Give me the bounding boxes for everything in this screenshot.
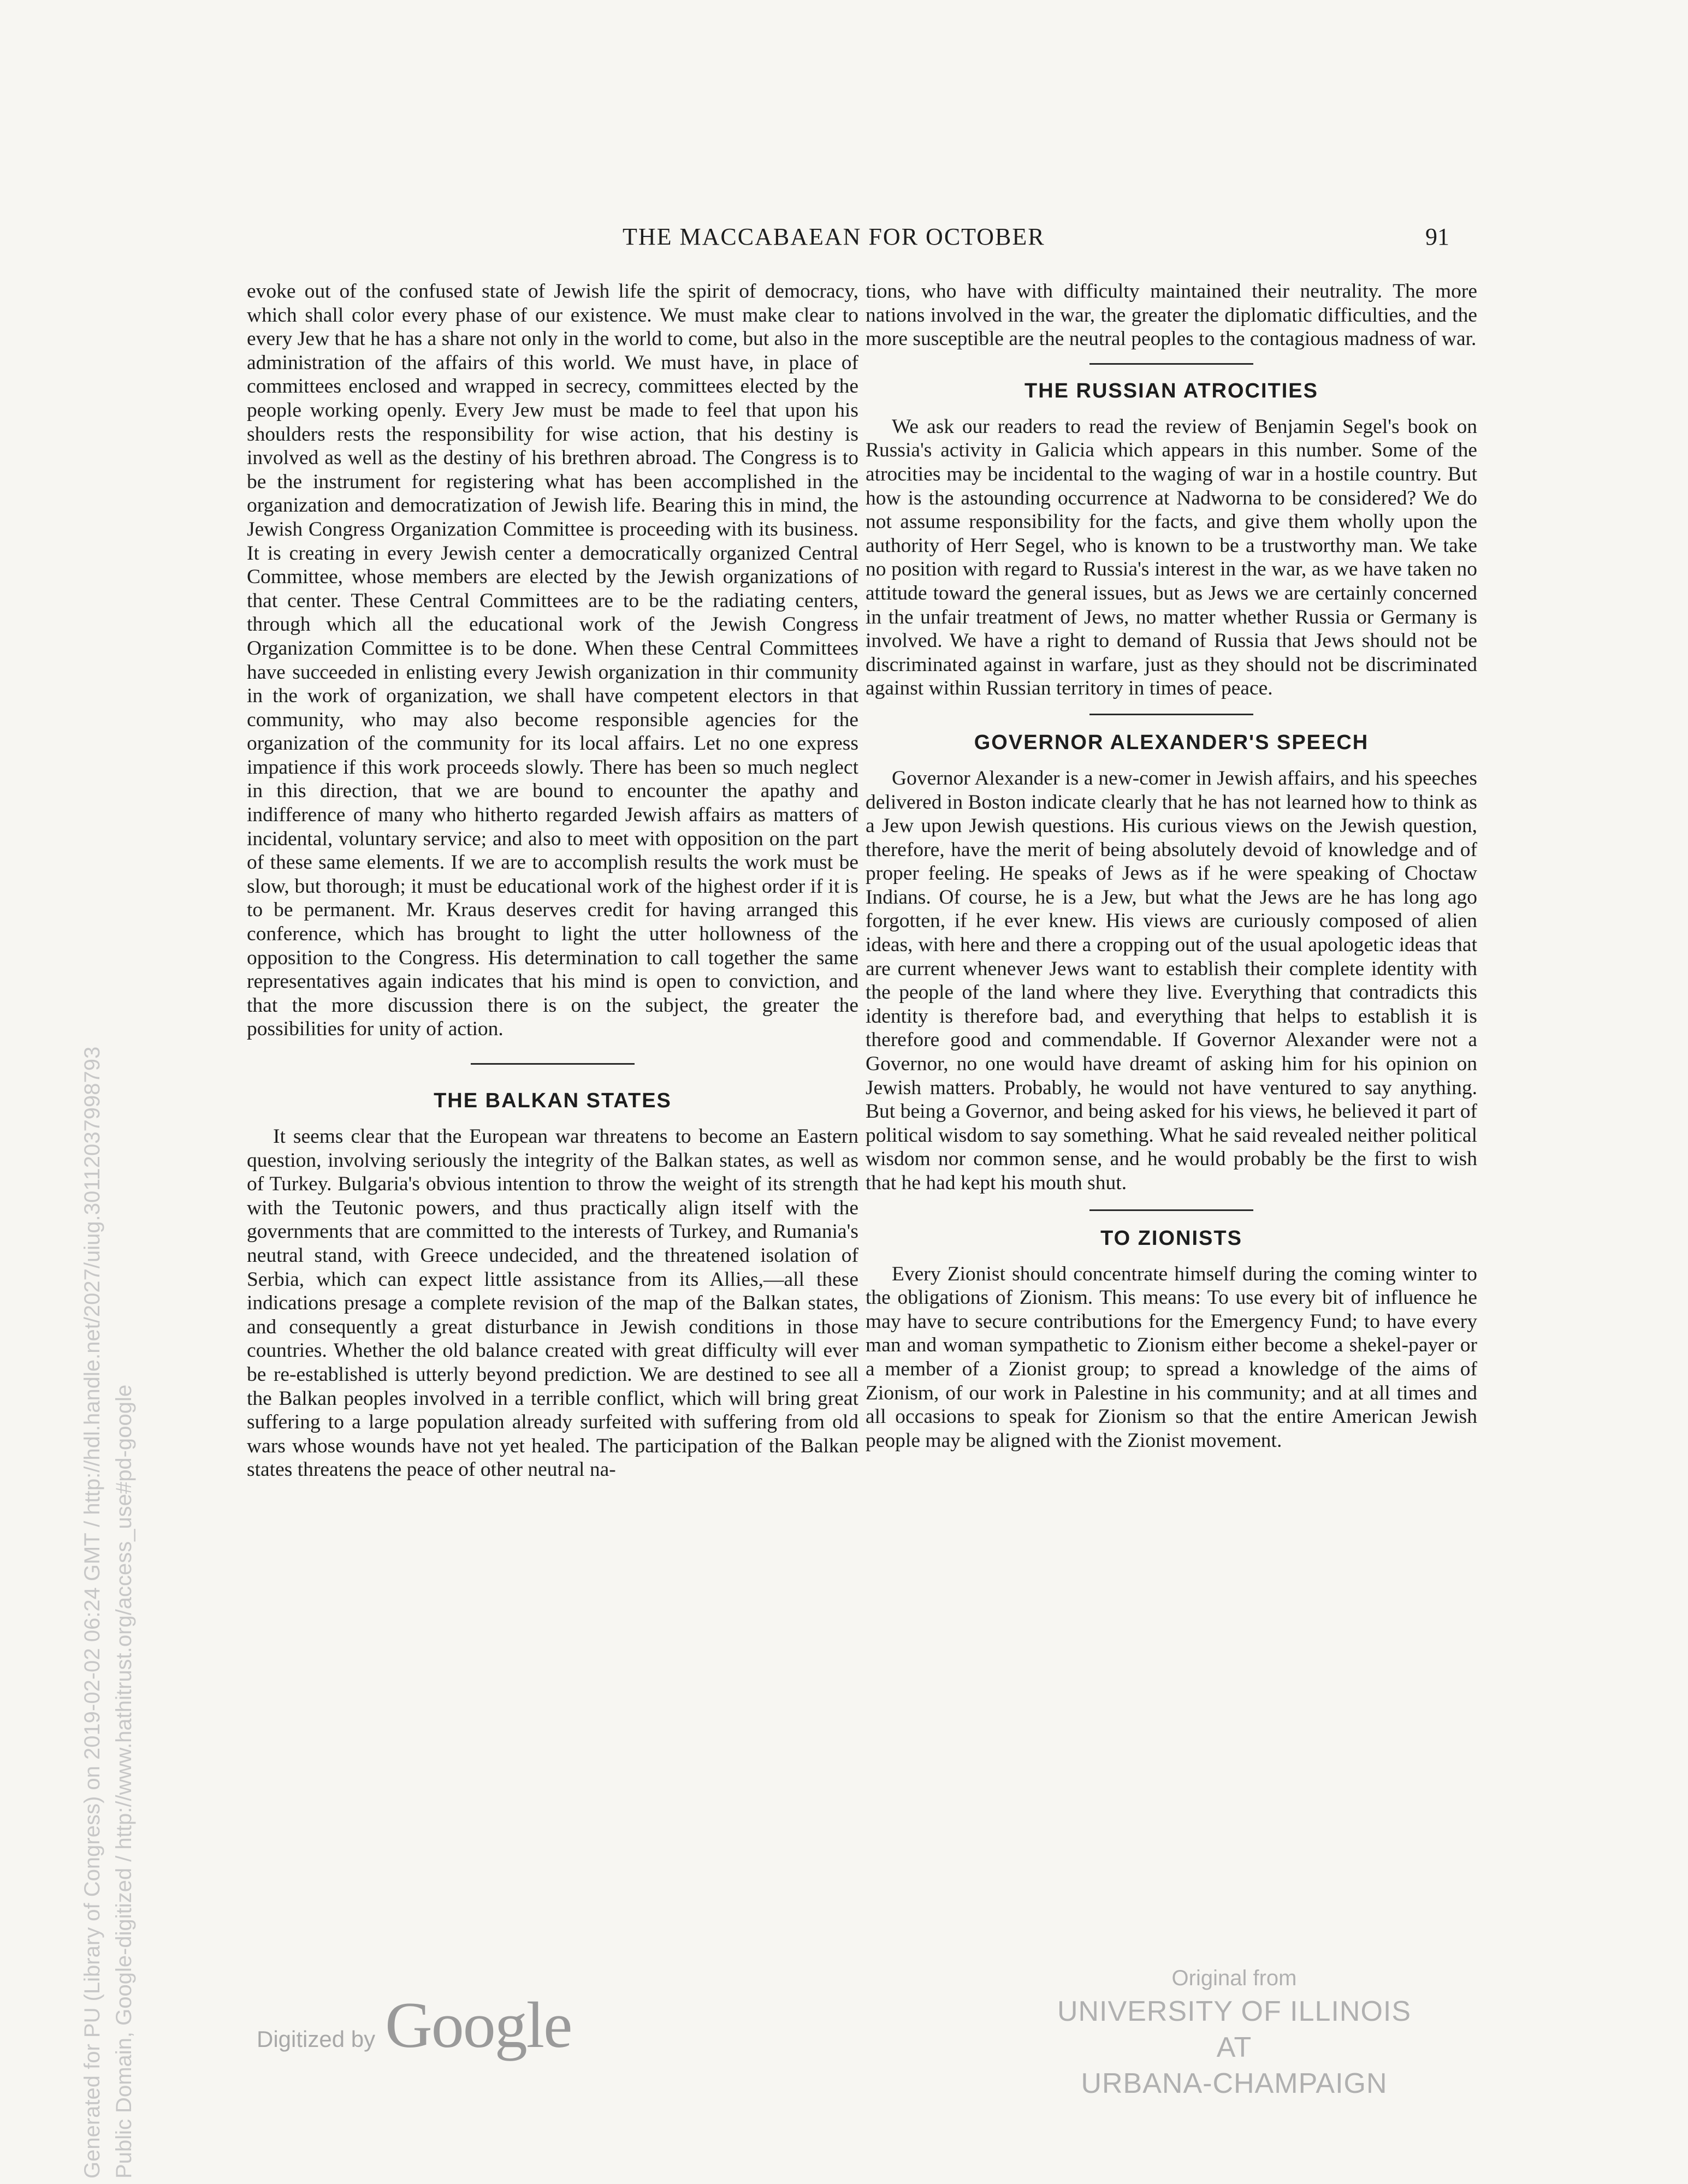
zionists-heading: TO ZIONISTS (1100, 1226, 1242, 1250)
running-head: THE MACCABAEAN FOR OCTOBER (623, 223, 1045, 250)
governor-paragraph: Governor Alexander is a new-comer in Jewish affairs, and his speeches delivered in Boston indicate clearly that he has not learned how to think as a Jew upon Jewish questions. His curious views on the Jewish question, therefore, have the merit of being absolutely devoid of knowledge and of proper feeling. He speaks of Jews as if he were speaking of Choctaw Indians. Of course, he is a Jew, but what the Jews are he has long ago forgotten, if he ever knew. His views are curiously composed of alien ideas, with here and there a cropping out of the usual apologetic ideas that are current whenever Jews want to establish their complete identity with the people of the land where they live. Everything that contradicts this identity is therefore bad, and everything that helps to establish it is therefore good and commendable. If Governor Alexander were not a Governor, no one would have dreamt of asking him for his opinion on Jewish matters. Probably, he would not have ventured to say anything. But being a Governor, and being asked for his views, he believed it part of political wisdom to say something. What he said revealed neither political wisdom nor common sense, and he would probably be the first to wish that he had kept his mouth shut. (866, 767, 1477, 1194)
hathitrust-stamp (76, 1047, 140, 2179)
congress-paragraph: evoke out of the confused state of Jewish life the spirit of democracy, which shall color every phase of our existence. We must make clear to every Jew that he has a share not only in the world to come, but also in the administration of the affairs of this world. We must have, in place of committees enclosed and wrapped in secrecy, committees elected by the people working openly. Every Jew must be made to feel that upon his shoulders rests the responsibility for wise action, that his destiny is involved as well as the destiny of his brethren abroad. The Congress is to be the instrument for registering what has been accomplished in the organization and democratization of Jewish life. Bearing this in mind, the Jewish Congress Organization Committee is proceeding with its business. It is creating in every Jewish center a democratically organized Central Committee, whose members are elected by the Jewish organizations of that center. These Central Committees are to be the radiating centers, through which all the educational work of the Jewish Congress Organization Committee is to be done. When these Central Committees have succeeded in enlisting every Jewish organization in thir community in the work of organization, we shall have competent electors in that community, who may also become responsible agencies for the organization of the community for its local affairs. Let no one express impatience if this work proceeds slowly. There has been so much neglect in this direction, that we are bound to encounter the apathy and indifference of many who hitherto regarded Jewish affairs as matters of incidental, voluntary service; and also to meet with opposition on the part of these same elements. If we are to accomplish results the work must be slow, but thorough; it must be educational work of the highest order if it is to be permanent. Mr. Kraus deserves credit for having arranged this conference, which has brought to light the utter hollowness of the opposition to the Congress. His determination to call together the same representatives again indicates that his mind is open to conviction, and that the more discussion there is on the subject, the greater the possibilities for unity of action. (247, 280, 858, 1041)
digitized-by-watermark (257, 1987, 571, 2063)
russian-heading: THE RUSSIAN ATROCITIES (1024, 379, 1319, 402)
university-name-line: URBANA-CHAMPAIGN (1081, 2068, 1388, 2099)
balkan-paragraph: It seems clear that the European war threatens to become an Eastern question, involving seriously the integrity of the Balkan states, as well as of Turkey. Bulgaria's obvious intention to throw the weight of its strength with the Teutonic powers, and thus practically align itself with the governments that are committed to the interests of Turkey, and Rumania's neutral stand, with Greece undecided, and the threatened isolation of Serbia, which can expect little assistance from its Allies,—all these indications presage a complete revision of the map of the Balkan states, and consequently a great disturbance in Jewish conditions in those countries. Whether the old balance created with great difficulty will ever be re-established is utterly beyond prediction. We are destined to see all the Balkan peoples involved in a terrible conflict, which will bring great suffering to a large population already surfeited with suffering from old wars whose wounds have not yet healed. The participation of the Balkan states threatens the peace of other neutral na- (247, 1125, 858, 1481)
original-from-label: Original from (1171, 1966, 1297, 1990)
russian-paragraph: We ask our readers to read the review of Benjamin Segel's book on Russia's activity in Galicia which appears in this number. Some of the atrocities may be incidental to the waging of war in a hostile country. But how is the astounding occurrence at Nadworna to be considered? We do not assume responsibility for the facts, and give them wholly upon the authority of Herr Segel, who is known to be a trustworthy man. We take no position with regard to Russia's interest in the war, as we have taken no attitude toward the general issues, but as Jews we are certainly concerned in the unfair treatment of Jews, no matter whether Russia or Germany is involved. We have a right to demand of Russia that Jews should not be discriminated against in warfare, just as they should not be discriminated against within Russian territory in times of peace. (866, 415, 1477, 700)
google-logo: Google (385, 1989, 572, 2061)
balkan-heading: THE BALKAN STATES (434, 1089, 672, 1112)
section-divider (1089, 714, 1253, 715)
right-column (866, 280, 1477, 1452)
hathitrust-stamp-line: Generated for PU (Library of Congress) on 2019-02-02 06:24 GMT / http://hdl.handle.net/2027/uiug.30112037998793 (80, 1046, 104, 2179)
university-name-line: UNIVERSITY OF ILLINOIS AT (1057, 1996, 1412, 2063)
hathitrust-stamp-line: Public Domain, Google-digitized / http://www.hathitrust.org/access_use#pd-google (112, 1384, 136, 2179)
section-divider (471, 1063, 635, 1065)
digitized-by-label: Digitized by (257, 2026, 376, 2052)
left-column (247, 280, 858, 1482)
section-divider (1089, 1209, 1253, 1211)
page-number: 91 (1425, 223, 1449, 250)
governor-heading: GOVERNOR ALEXANDER'S SPEECH (974, 731, 1369, 754)
continuation-paragraph: tions, who have with difficulty maintained their neutrality. The more nations involved in the war, the greater the diplomatic difficulties, and the more susceptible are the neutral peoples to the contagious madness of war. (866, 280, 1477, 351)
section-divider (1089, 363, 1253, 365)
original-from-watermark (1038, 1963, 1431, 2102)
zionists-paragraph: Every Zionist should concentrate himself during the coming winter to the obligations of Zionism. This means: To use every bit of influence he may have to secure contributions for the Emergency Fund; to have every man and woman sympathetic to Zionism either become a shekel-payer or a member of a Zionist group; to spread a knowledge of the aims of Zionism, of our work in Palestine in his community; and at all times and all occasions to speak for Zionism so that the entire American Jewish people may be aligned with the Zionist movement. (866, 1262, 1477, 1452)
